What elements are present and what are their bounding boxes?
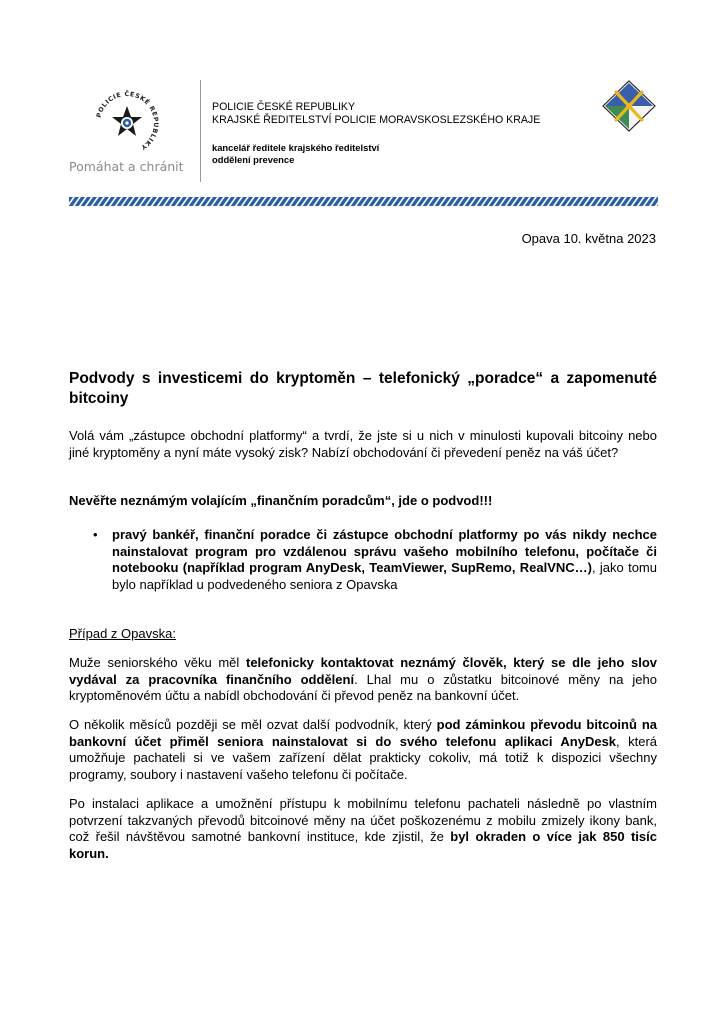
department-name bbox=[212, 142, 379, 166]
organization-name bbox=[212, 101, 540, 127]
p1-text-a: Muže seniorského věku měl bbox=[69, 655, 246, 670]
dept-line-1: kancelář ředitele krajského ředitelství bbox=[212, 142, 380, 153]
warning-line: Nevěřte neznámým volajícím „finančním poradcům“, jde o podvod!!! bbox=[69, 493, 493, 508]
case-paragraph-3 bbox=[69, 796, 657, 862]
p2-text-bold: pod záminkou převodu bitcoinů na bankovní účet přiměl seniora nainstalovat si do svého telefonu aplikaci AnyDesk bbox=[69, 717, 657, 749]
dept-line-2: oddělení prevence bbox=[212, 154, 295, 165]
header-divider bbox=[200, 80, 201, 182]
bullet-icon: • bbox=[93, 527, 98, 542]
p1-text-bold: telefonicky kontaktovat neznámý člověk, který se dle jeho slov vydával za pracovníka finančního oddělení bbox=[69, 655, 657, 687]
slogan: Pomáhat a chránit bbox=[69, 159, 184, 174]
bullet-rest-text: , jako tomu bylo například u podvedeného seniora z Opavska bbox=[112, 560, 657, 592]
p1-text-c: . Lhal mu o zůstatku bitcoinové měny na jeho kryptoměnovém účtu a nabídl obchodování či převod peněz na bankovní účet. bbox=[69, 671, 657, 703]
p2-text-a: O několik měsíců později se měl ozvat další podvodník, který bbox=[69, 717, 437, 732]
org-line-1: POLICIE ČESKÉ REPUBLIKY bbox=[212, 101, 356, 113]
p3-text-a: Po instalaci aplikace a umožnění přístupu k mobilnímu telefonu pachateli následně po vlastním potvrzení takzvaných převodů bitcoinové měny na účet poškozenému z mobilu zmizely ikony bank, což řešil návštěvou samotné bankovní instituce, kde zjistil, že bbox=[69, 796, 657, 844]
police-star-emblem-icon bbox=[90, 86, 164, 160]
document-title: Podvody s investicemi do kryptoměn – telefonický „poradce“ a zapomenuté bitcoiny bbox=[69, 370, 657, 407]
org-line-2: KRAJSKÉ ŘEDITELSTVÍ POLICIE MORAVSKOSLEZSKÉHO KRAJE bbox=[212, 114, 541, 126]
logo-ring-text: POLICIE ČESKÉ REPUBLIKY bbox=[95, 90, 160, 151]
intro-paragraph: Volá vám „zástupce obchodní platformy“ a tvrdí, že jste si u nich v minulosti kupovali bitcoiny nebo jiné kryptoměny a nyní máte vysoký zisk? Nabízí obchodování či převedení peněz na váš účet? bbox=[69, 428, 657, 460]
document-date: Opava 10. května 2023 bbox=[521, 231, 656, 246]
p2-text-c: , která umožňuje pachateli si ve vašem zařízení dělat prakticky cokoliv, má totiž k dispozici všechny programy, soubory i nastavení vašeho telefonu či počítače. bbox=[69, 733, 658, 782]
case-paragraph-2 bbox=[69, 717, 657, 783]
case-paragraph-1 bbox=[69, 655, 657, 705]
bullet-item bbox=[112, 527, 657, 593]
header-stripe-bar bbox=[69, 197, 658, 206]
case-heading: Případ z Opavska: bbox=[69, 626, 176, 641]
bullet-bold-text: pravý bankéř, finanční poradce či zástupce obchodní platformy po vás nikdy nechce nainstalovat program pro vzdálenou správu vašeho mobilního telefonu, počítače či notebooku (například program AnyDesk, TeamViewer, SupRemo, RealVNC…) bbox=[112, 527, 657, 575]
p3-text-bold: byl okraden o více jak 850 tisíc korun. bbox=[69, 829, 657, 861]
moravian-silesian-region-emblem-icon bbox=[602, 80, 656, 132]
